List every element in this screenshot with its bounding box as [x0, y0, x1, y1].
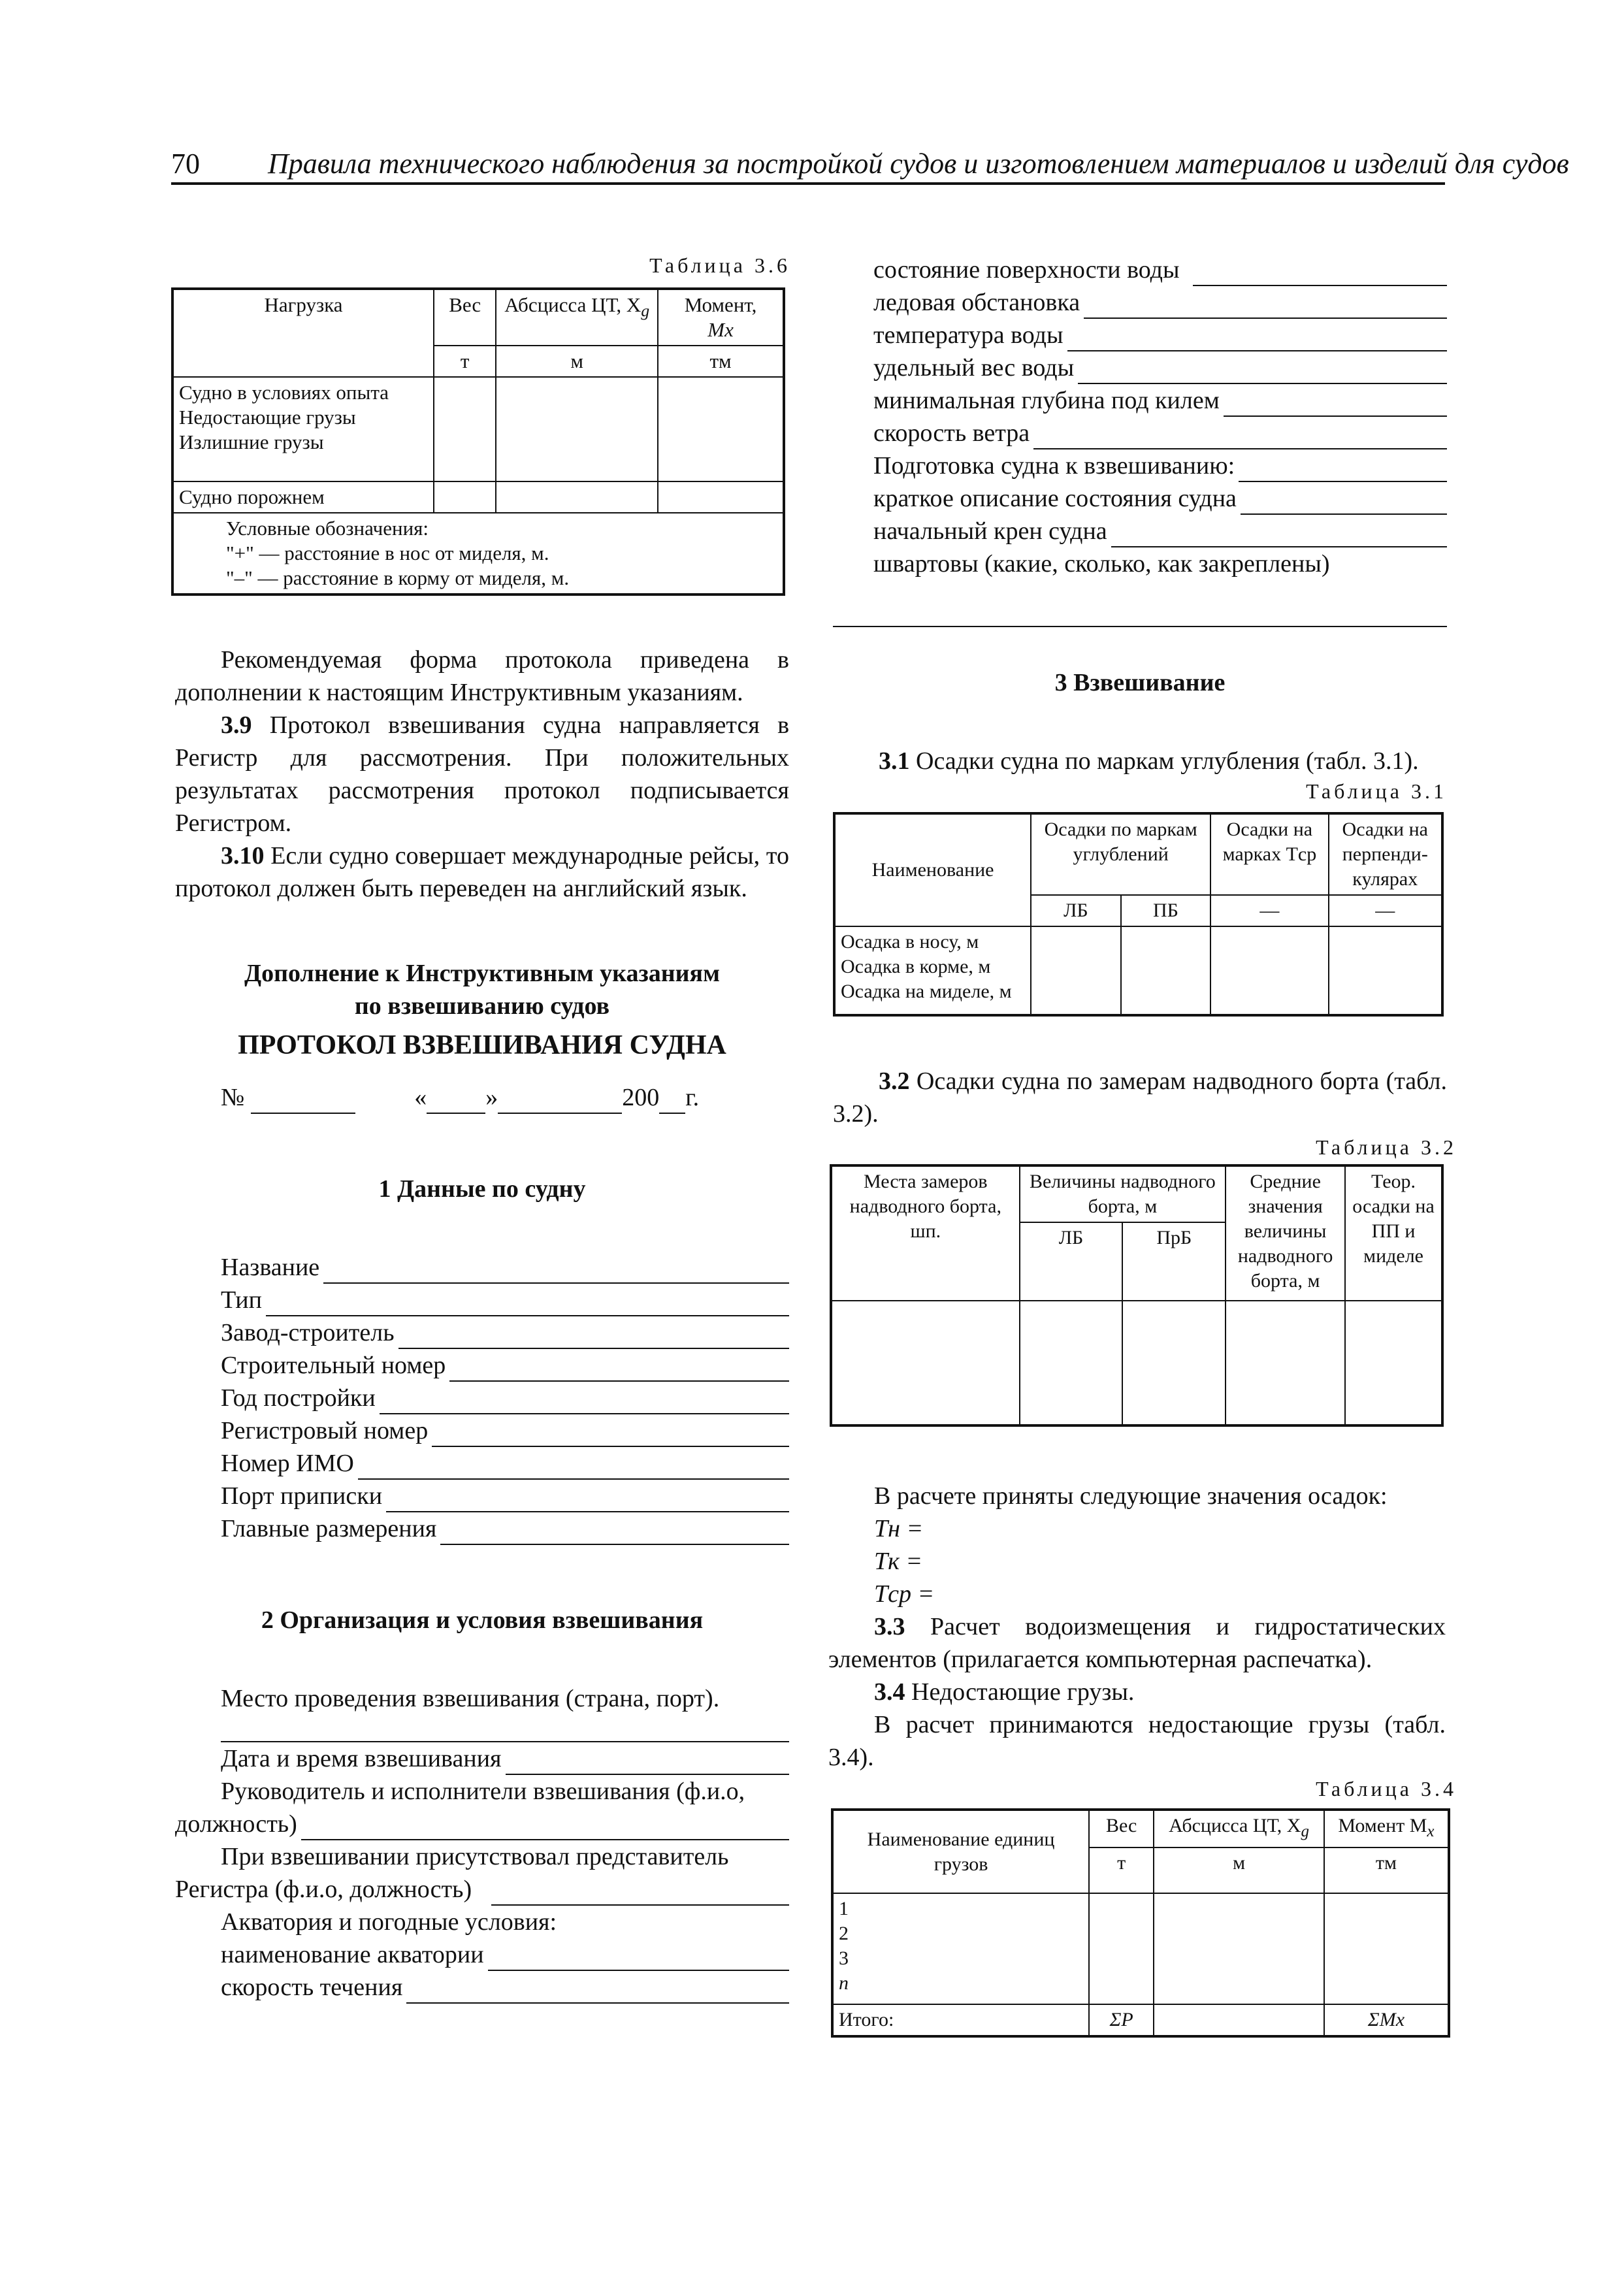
para-3-1: 3.1 Осадки судна по маркам углубления (табл. 3.1).: [879, 747, 1419, 775]
t36-cell[interactable]: [658, 377, 784, 481]
t31-sub: —: [1329, 895, 1442, 926]
page-number: 70: [171, 148, 200, 180]
t31-sub: ПБ: [1121, 895, 1211, 926]
t31-rows: Осадка в носу, м Осадка в корме, м Осадка на миделе, м: [834, 926, 1031, 1015]
field-date: Дата и время взвешивания: [175, 1742, 789, 1775]
t32-sub: ПрБ: [1122, 1222, 1226, 1301]
cond-ice: ледовая обстановка: [873, 286, 1447, 319]
t31-h-perp: Осадки на перпенди-кулярах: [1329, 813, 1442, 895]
field-water-name: наименование акватории: [175, 1938, 789, 1971]
rep-label: При взвешивании присутствовал представитель: [221, 1843, 729, 1870]
month-blank[interactable]: [498, 1086, 622, 1114]
table31-caption: Таблица 3.1: [1306, 779, 1447, 803]
field-port: Порт приписки: [221, 1480, 789, 1512]
running-title: Правила технического наблюдения за постройкой судов и изготовлением материалов и изделий для судов: [268, 148, 1569, 180]
field-type: Тип: [221, 1284, 789, 1316]
field-name: Название: [221, 1251, 789, 1284]
table36-caption: Таблица 3.6: [649, 253, 790, 277]
t32-sub: ЛБ: [1020, 1222, 1123, 1301]
year-blank[interactable]: [659, 1086, 685, 1114]
cond-heel: начальный крен судна: [873, 515, 1447, 547]
appendix-title-1: Дополнение к Инструктивным указаниям: [244, 960, 720, 987]
t34-h-weight: Вес: [1089, 1810, 1154, 1847]
section1-title: 1 Данные по судну: [378, 1175, 586, 1203]
table-3-6: [171, 287, 785, 596]
t34-cell[interactable]: [1324, 1893, 1449, 2004]
field-shipyard: Завод-строитель: [221, 1316, 789, 1349]
t36-cell[interactable]: [496, 377, 658, 481]
t36-row-group: Судно в условиях опыта Недостающие грузы Излишние грузы: [172, 377, 434, 481]
section2-title: 2 Организация и условия взвешивания: [261, 1606, 704, 1634]
protocol-title: ПРОТОКОЛ ВЗВЕШИВАНИЯ СУДНА: [238, 1030, 726, 1060]
cond-moorings: швартовы (какие, сколько, как закреплены): [873, 550, 1330, 578]
para-3-4b: В расчет принимаются недостающие грузы (табл. 3.4).: [828, 1711, 1446, 1771]
t36-cell[interactable]: [496, 481, 658, 513]
cond-min-depth: минимальная глубина под килем: [873, 384, 1447, 417]
field-imo: Номер ИМО: [221, 1447, 789, 1480]
t36-h-moment: Момент, Mx: [658, 289, 784, 346]
t-mid: Tср =: [874, 1580, 935, 1608]
t32-h-values: Величины надводного борта, м: [1020, 1165, 1226, 1222]
t31-h-name: Наименование: [834, 813, 1031, 926]
t36-row-empty: Судно порожнем: [172, 481, 434, 513]
field-current-speed: скорость течения: [175, 1971, 789, 2004]
t34-h-moment: Момент $M_x$: [1324, 1810, 1449, 1847]
field-dimensions: Главные размерения: [221, 1512, 789, 1545]
cond-state: краткое описание состояния судна: [873, 482, 1447, 515]
place-label: Место проведения взвешивания (страна, порт).: [221, 1685, 720, 1712]
para-3-2-block: [833, 1065, 1447, 1130]
t31-h-tsr: Осадки на марках Tср: [1210, 813, 1328, 895]
right-lower: [828, 1480, 1446, 1774]
t34-sum-p: ΣP: [1089, 2004, 1154, 2036]
moorings-blank[interactable]: [833, 600, 1447, 627]
para-3-4: 3.4 Недостающие грузы.: [874, 1678, 1135, 1706]
t34-rows: 1 2 3 n: [832, 1893, 1089, 2004]
t31-sub: ЛБ: [1031, 895, 1121, 926]
leaders-label: Руководитель и исполнители взвешивания (ф.и.о,: [221, 1778, 745, 1805]
t31-h-marks: Осадки по маркам углублений: [1031, 813, 1210, 895]
header-rule: [171, 182, 1445, 185]
field-register-number: Регистровый номер: [221, 1414, 789, 1447]
cond-water-density: удельный вес воды: [873, 351, 1447, 384]
cond-wind-speed: скорость ветра: [873, 417, 1447, 449]
t34-sum-m: ΣMx: [1324, 2004, 1449, 2036]
section3-title: 3 Взвешивание: [1054, 669, 1226, 696]
water-label: Акватория и погодные условия:: [221, 1908, 557, 1936]
t32-cell[interactable]: [1020, 1301, 1123, 1425]
t34-unit: м: [1154, 1847, 1324, 1893]
para-3-9: 3.9 Протокол взвешивания судна направляется в Регистр для рассмотрения. При положительных результатах рассмотрения протокол подписывается Регистром.: [175, 711, 790, 837]
t34-unit: тм: [1324, 1847, 1449, 1893]
t34-h-name: Наименование единиц грузов: [832, 1810, 1089, 1893]
t36-h-weight: Вес: [434, 289, 496, 346]
place-blank[interactable]: [221, 1715, 789, 1742]
t36-cell[interactable]: [434, 377, 496, 481]
t32-cell[interactable]: [1122, 1301, 1226, 1425]
appendix-title-2: по взвешиванию судов: [354, 992, 610, 1020]
t34-unit: т: [1089, 1847, 1154, 1893]
t31-cell[interactable]: [1031, 926, 1121, 1015]
t31-cell[interactable]: [1210, 926, 1328, 1015]
t32-h-avg: Средние значения величины надводного борта, м: [1226, 1165, 1345, 1301]
t36-cell[interactable]: [658, 481, 784, 513]
field-build-year: Год постройки: [221, 1382, 789, 1414]
t34-total: Итого:: [832, 2004, 1089, 2036]
t34-h-absc: Абсцисса ЦТ, $X_g$: [1154, 1810, 1324, 1847]
calc-intro: В расчете приняты следующие значения осадок:: [874, 1482, 1388, 1510]
day-blank[interactable]: [427, 1086, 485, 1114]
t36-legend: Условные обозначения: "+" — расстояние в нос от миделя, м. "–" — расстояние в корму от миделя, м.: [172, 513, 784, 594]
t32-cell[interactable]: [1345, 1301, 1442, 1425]
t34-cell[interactable]: [1154, 1893, 1324, 2004]
number-blank[interactable]: [251, 1086, 355, 1114]
t36-h-load: Нагрузка: [172, 289, 434, 377]
cond-water-temp: температура воды: [873, 319, 1447, 351]
table32-caption: Таблица 3.2: [1316, 1135, 1457, 1159]
t31-cell[interactable]: [1121, 926, 1211, 1015]
left-column: [175, 643, 789, 2004]
t-bow: Tн =: [874, 1515, 924, 1542]
table-3-2: [830, 1164, 1444, 1427]
t32-h-places: Места замеров надводного борта, шп.: [831, 1165, 1020, 1301]
t36-unit: тм: [658, 346, 784, 377]
t31-sub: —: [1210, 895, 1328, 926]
para-recommended: Рекомендуемая форма протокола приведена в дополнении к настоящим Инструктивным указаниям.: [175, 646, 789, 706]
t36-cell[interactable]: [434, 481, 496, 513]
table-3-4: [831, 1808, 1450, 2038]
field-build-number: Строительный номер: [221, 1349, 789, 1382]
t36-h-absc: Абсцисса ЦТ, $X_g$: [496, 289, 658, 346]
t31-cell[interactable]: [1329, 926, 1442, 1015]
conditions-list: [833, 253, 1447, 580]
field-rep: Регистра (ф.и.о, должность): [175, 1873, 789, 1906]
t36-unit: м: [496, 346, 658, 377]
para-3-2: 3.2 Осадки судна по замерам надводного борта (табл. 3.2).: [833, 1067, 1448, 1128]
cond-preparation: Подготовка судна к взвешиванию:: [873, 449, 1447, 482]
field-leaders: должность): [175, 1808, 789, 1840]
t34-cell[interactable]: [1154, 2004, 1324, 2036]
t32-cell[interactable]: [1226, 1301, 1345, 1425]
right-column: [833, 253, 1447, 777]
protocol-number-line: № « » 200 г.: [175, 1081, 789, 1114]
t-stern: Tк =: [874, 1548, 923, 1575]
para-3-3: 3.3 Расчет водоизмещения и гидростатических элементов (прилагается компьютерная распечатка).: [828, 1613, 1446, 1673]
cond-water-surface: состояние поверхности воды: [873, 253, 1447, 286]
para-3-10: 3.10 Если судно совершает международные рейсы, то протокол должен быть переведен на английский язык.: [175, 842, 790, 902]
table34-caption: Таблица 3.4: [1316, 1777, 1457, 1800]
t32-cell[interactable]: [831, 1301, 1020, 1425]
t32-h-theor: Теор. осадки на ПП и миделе: [1345, 1165, 1442, 1301]
table-3-1: [833, 812, 1444, 1017]
t36-unit: т: [434, 346, 496, 377]
t34-cell[interactable]: [1089, 1893, 1154, 2004]
section1-fields: [175, 1251, 789, 1545]
